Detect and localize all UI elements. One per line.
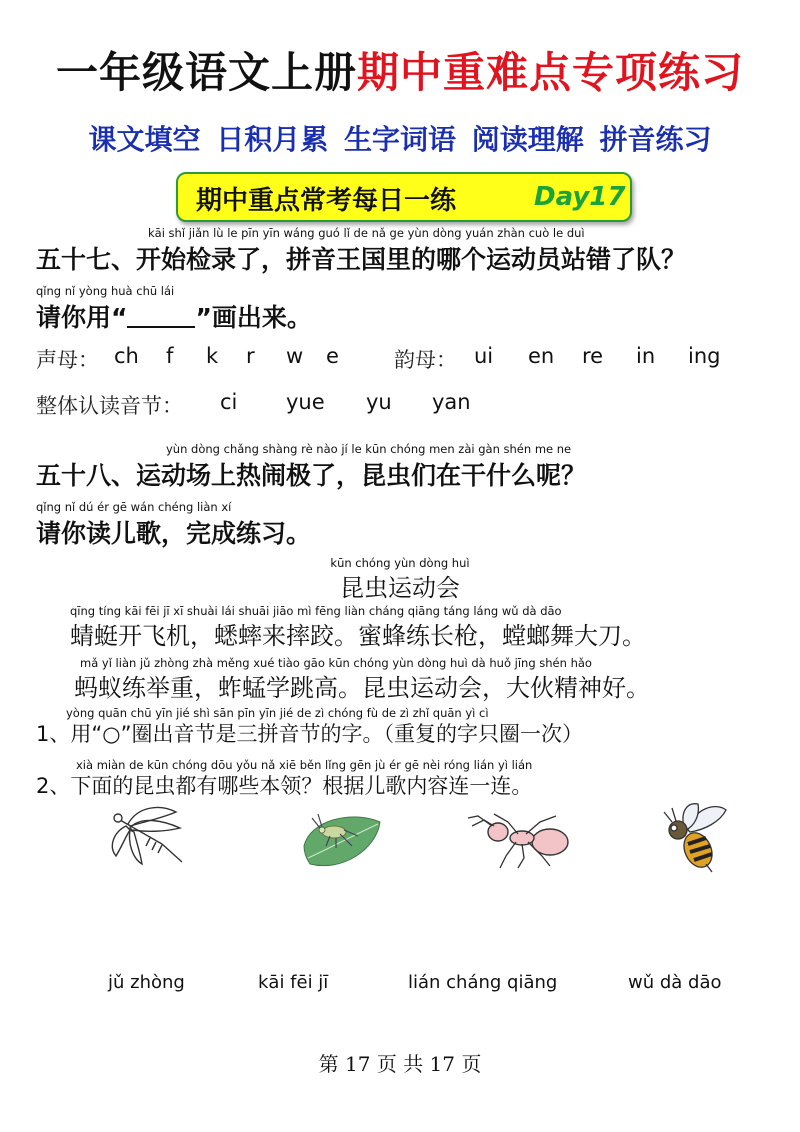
shengmu-item[interactable]: e xyxy=(326,344,339,368)
yunmu-item[interactable]: ui xyxy=(474,344,494,368)
zhengti-item[interactable]: ci xyxy=(220,390,238,414)
yunmu-item[interactable]: ing xyxy=(688,344,721,368)
task-1-pinyin: yòng quān chū yīn jié shì sān pīn yīn jié de zì chóng fù de zì zhǐ quān yì cì xyxy=(66,706,489,720)
shengmu-item[interactable]: k xyxy=(206,344,219,368)
poem-line-2: 蚂蚁练举重，蚱蜢学跳高。昆虫运动会，大伙精神好。 xyxy=(74,674,650,702)
q58-pinyin-2: qǐng nǐ dú ér gē wán chéng liàn xí xyxy=(36,500,232,514)
bee-icon[interactable] xyxy=(658,802,730,874)
poem-line-1-pinyin: qīng tíng kāi fēi jī xī shuài lái shuāi jiāo mì fēng liàn cháng qiāng táng láng wǔ dà dāo xyxy=(70,604,562,618)
title-red-part: 期中重难点专项练习 xyxy=(357,48,745,97)
q57-line2-post: ”画出来。 xyxy=(195,303,312,332)
q58-question-line-2: 请你读儿歌，完成练习。 xyxy=(36,519,312,548)
poem-line-1: 蜻蜓开飞机，蟋蟀来摔跤。蜜蜂练长枪，螳螂舞大刀。 xyxy=(70,622,646,650)
task-2-pinyin: xià miàn de kūn chóng dōu yǒu nǎ xiē běn lǐng gēn jù ér gē nèi róng lián yì lián xyxy=(76,758,533,772)
title-black-part: 一年级语文上册 xyxy=(55,48,357,97)
answer-option[interactable]: lián cháng qiāng xyxy=(408,972,558,993)
grasshopper-icon[interactable] xyxy=(300,808,384,872)
zhengti-item[interactable]: yu xyxy=(366,390,392,414)
q57-line2-pre: 请你用“ xyxy=(36,303,128,332)
task-2: 2、下面的昆虫都有哪些本领？根据儿歌内容连一连。 xyxy=(36,774,533,798)
yunmu-item[interactable]: en xyxy=(528,344,555,368)
daily-practice-banner xyxy=(176,172,632,222)
poem-title-pinyin: kūn chóng yùn dòng huì xyxy=(330,556,470,570)
answer-option[interactable]: jǔ zhòng xyxy=(108,972,185,993)
q57-question-line-1: 五十七、开始检录了，拼音王国里的哪个运动员站错了队？ xyxy=(36,245,687,274)
task-1: 1、用“○”圈出音节是三拼音节的字。（重复的字只圈一次） xyxy=(36,722,583,746)
answer-blank[interactable] xyxy=(127,304,195,328)
poem-line-2-pinyin: mǎ yǐ liàn jǔ zhòng zhà měng xué tiào gāo kūn chóng yùn dòng huì dà huǒ jīng shén hǎo xyxy=(80,656,592,670)
q58-question-line-1: 五十八、运动场上热闹极了，昆虫们在干什么呢？ xyxy=(36,461,587,490)
answer-option[interactable]: wǔ dà dāo xyxy=(628,972,722,993)
zhengti-item[interactable]: yue xyxy=(286,390,325,414)
zhengti-item[interactable]: yan xyxy=(432,390,471,414)
ant-icon[interactable] xyxy=(464,812,574,870)
q57-pinyin-2: qǐng nǐ yòng huà chū lái xyxy=(36,284,175,298)
q57-pinyin-1: kāi shǐ jiǎn lù le pīn yīn wáng guó lǐ de nǎ ge yùn dòng yuán zhàn cuò le duì xyxy=(148,226,585,240)
zhengti-label: 整体认读音节： xyxy=(36,394,183,418)
answer-option[interactable]: kāi fēi jī xyxy=(258,972,329,993)
shengmu-item[interactable]: r xyxy=(246,344,255,368)
yunmu-item[interactable]: re xyxy=(582,344,604,368)
banner-text: 期中重点常考每日一练 xyxy=(196,186,457,216)
poem-title: 昆虫运动会 xyxy=(340,574,460,602)
yunmu-label: 韵母： xyxy=(394,348,457,372)
q58-pinyin-1: yùn dòng chǎng shàng rè nào jí le kūn chóng men zài gàn shén me ne xyxy=(166,442,572,456)
banner-day: Day17 xyxy=(534,182,626,212)
yunmu-item[interactable]: in xyxy=(636,344,656,368)
shengmu-item[interactable]: f xyxy=(166,344,174,368)
page-footer: 第 17 页 共 17 页 xyxy=(318,1052,482,1076)
dragonfly-icon[interactable] xyxy=(104,802,194,872)
shengmu-item[interactable]: w xyxy=(286,344,304,368)
q57-question-line-2 xyxy=(36,298,312,334)
subtitle: 课文填空 日积月累 生字词语 阅读理解 拼音练习 xyxy=(88,123,712,156)
shengmu-item[interactable]: ch xyxy=(114,344,139,368)
shengmu-label: 声母： xyxy=(36,348,99,372)
page-title xyxy=(0,40,800,100)
